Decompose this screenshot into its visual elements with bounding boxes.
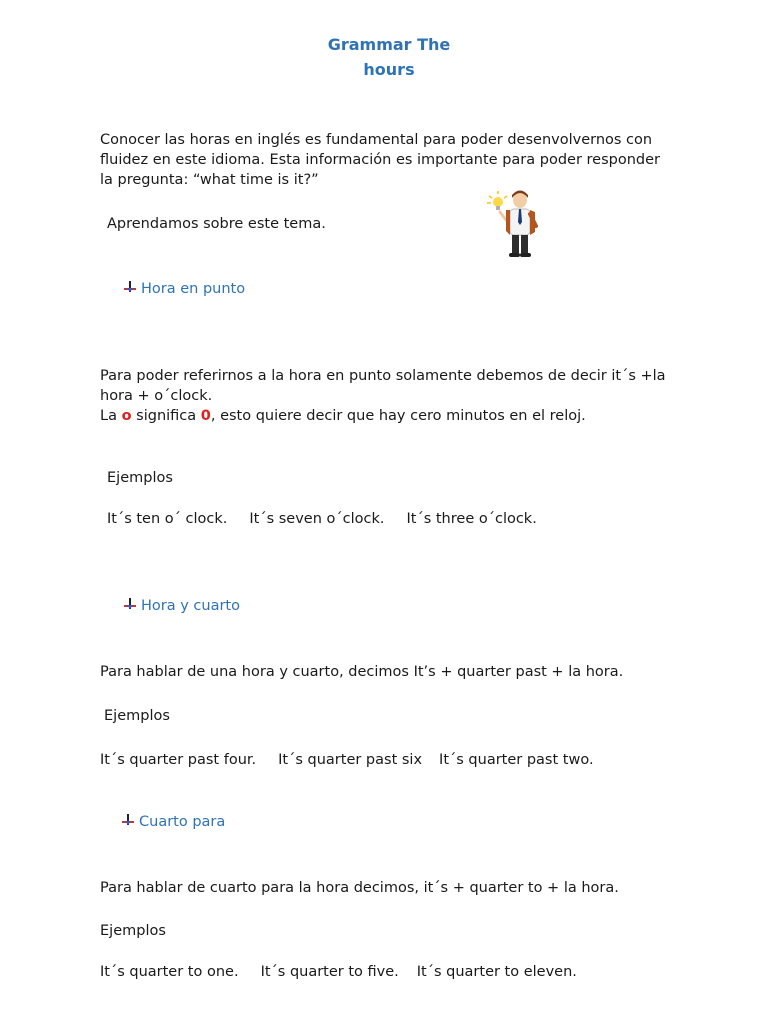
intro-line: Conocer las horas en inglés es fundamental para poder desenvolvernos con (100, 132, 653, 148)
highlight-o: o (121, 408, 132, 424)
section-heading-label: Hora en punto (141, 281, 246, 297)
examples-row (100, 750, 680, 770)
businessman-illustration (486, 186, 546, 260)
section-heading-cuarto-para (120, 812, 225, 830)
example-item: It´s quarter to five. (260, 964, 399, 980)
examples-row (100, 962, 680, 982)
section3-paragraph: Para hablar de cuarto para la hora decimos, it´s + quarter to + la hora. (100, 880, 619, 896)
learn-text: Aprendamos sobre este tema. (107, 216, 326, 232)
examples-label: Ejemplos (104, 708, 170, 724)
section1-paragraph (100, 366, 680, 426)
paragraph-line (100, 406, 680, 426)
examples-label: Ejemplos (107, 470, 173, 486)
example-item: It´s quarter to eleven. (416, 964, 577, 980)
intro-line: fluidez en este idioma. Esta información es importante para poder responder (100, 152, 660, 168)
text-span: La (100, 408, 122, 424)
text-span: , esto quiere decir que hay cero minutos en el reloj. (210, 408, 586, 424)
example-item: It´s quarter past four. (100, 752, 257, 768)
example-item: It´s three o´clock. (406, 511, 537, 527)
arrow-bullet-icon (120, 812, 136, 828)
section-heading-hora-en-punto (122, 279, 245, 297)
intro-line: la pregunta: “what time is it?” (100, 172, 319, 188)
paragraph-line: Para poder referirnos a la hora en punto solamente debemos de decir it´s +la (100, 368, 666, 384)
example-item: It´s seven o´clock. (249, 511, 385, 527)
lightbulb-icon (487, 191, 507, 210)
highlight-zero: 0 (200, 408, 211, 424)
section-heading-label: Hora y cuarto (141, 598, 240, 614)
page-title-line1: Grammar The (327, 35, 451, 54)
paragraph-line: hora + o´clock. (100, 388, 213, 404)
intro-paragraph (100, 130, 680, 190)
example-item: It´s quarter past six (278, 752, 423, 768)
section2-paragraph: Para hablar de una hora y cuarto, decimos It’s + quarter past + la hora. (100, 664, 624, 680)
section-heading-label: Cuarto para (139, 814, 226, 830)
text-span: significa (131, 408, 201, 424)
arrow-bullet-icon (122, 596, 138, 612)
page-title (0, 35, 768, 79)
section-heading-hora-y-cuarto (122, 596, 240, 614)
example-item: It´s ten o´ clock. (107, 511, 228, 527)
page-title-line2: hours (363, 60, 415, 79)
examples-row (107, 509, 687, 529)
example-item: It´s quarter past two. (439, 752, 594, 768)
examples-label: Ejemplos (100, 923, 166, 939)
example-item: It´s quarter to one. (100, 964, 239, 980)
arrow-bullet-icon (122, 279, 138, 295)
